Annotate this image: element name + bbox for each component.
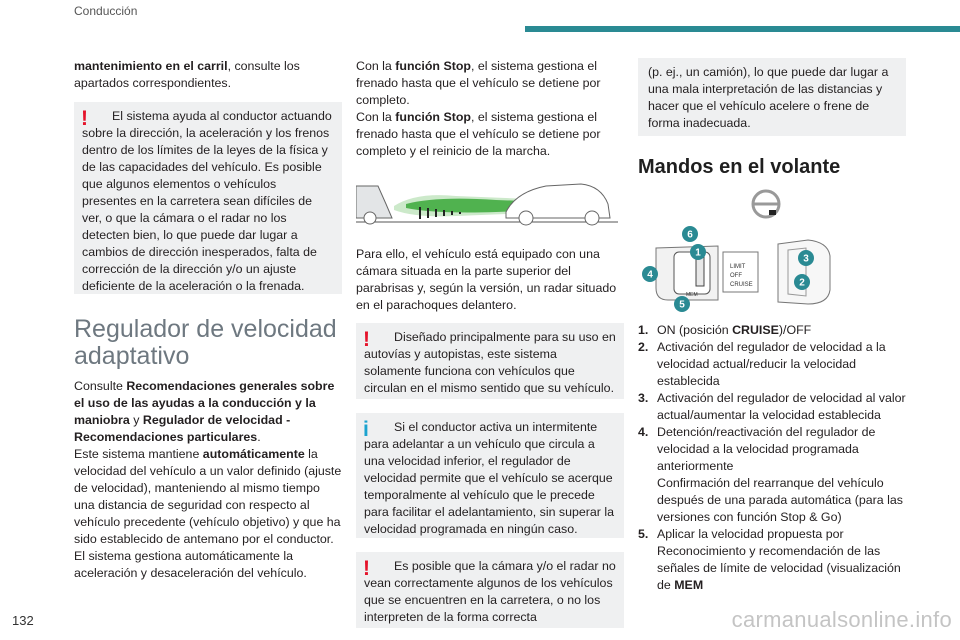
svg-text:LIMIT: LIMIT — [730, 264, 746, 270]
warning-note: ! El sistema ayuda al conductor actuando sobre la dirección, la aceleración y los frenos dentro de los límites de la leyes de la física y de las capacidades del vehículo. Es posible que algunos elementos o vehículos presentes en la carretera sean difíciles de ver, o que la cámara o el radar no los detecten bien, lo que puede dar lugar a cambios de dirección inesperados, falta de corrección de la dirección y/o un ajuste deficiente de la aceleración o la frenada. — [74, 102, 342, 294]
svg-text:5: 5 — [679, 299, 685, 311]
stop-function-paragraph-2: Con la función Stop, el sistema gestiona el frenado hasta que el vehículo se detiene por completo y el reinicio de la marcha. — [356, 110, 601, 158]
consult-paragraph: Consulte Recomendaciones generales sobre el uso de las ayudas a la conducción y la maniobra y Regulador de velocidad - Recomendaciones particulares. — [74, 379, 335, 444]
warning-icon: ! — [81, 107, 88, 130]
list-item: 3. Activación del regulador de velocidad al valor actual/aumentar la velocidad establecida — [638, 391, 906, 422]
section-heading-wrap — [74, 316, 342, 370]
info-note-overtaking: i Si el conductor activa un intermitente para adelantar a un vehículo que circula a una velocidad inferior, el regulador de velocidad permite que el vehículo se acerque temporalmente al vehículo que le precede para facilitar el adelantamiento, sin superar la velocidad programada en ningún caso. — [356, 413, 624, 538]
column-2 — [356, 58, 624, 628]
steering-controls-diagram — [638, 186, 906, 312]
distance-illustration — [356, 174, 624, 234]
list-item: Confirmación del rearranque del vehículo después de una parada automática (para las versiones con función Stop & Go) — [657, 476, 903, 524]
svg-text:6: 6 — [687, 229, 693, 241]
svg-text:4: 4 — [647, 269, 653, 281]
warning-icon: ! — [363, 328, 370, 351]
svg-text:2: 2 — [799, 277, 805, 289]
column-3 — [638, 58, 906, 594]
equipment-paragraph: Para ello, el vehículo está equipado con una cámara situada en la parte superior del parabrisas y, según la versión, un radar situado en el parachoques delantero. — [356, 247, 617, 312]
list-item: 5. Aplicar la velocidad propuesta por Reconocimiento y recomendación de las señales de límite de velocidad (visualización de MEM — [638, 527, 901, 592]
description-paragraph: Este sistema mantiene automáticamente la velocidad del vehículo a un valor definido (ajuste de velocidad), manteniendo al mismo tiempo una distancia de seguridad con respecto al vehículo precedente (vehículo objetivo) y que ha sido establecido de antemano por el conductor. El sistema gestiona automáticamente la aceleración y desaceleración del vehículo. — [74, 447, 342, 580]
header-section-title: Conducción — [74, 4, 138, 18]
stop-function-paragraph-1: Con la función Stop, el sistema gestiona el frenado hasta que el vehículo se detiene por completo. — [356, 59, 601, 107]
info-icon: i — [363, 418, 369, 441]
svg-text:MEM: MEM — [686, 292, 698, 298]
section-title: Regulador de velocidad adaptativo — [74, 315, 337, 370]
svg-text:1: 1 — [695, 247, 701, 259]
intro-paragraph: mantenimiento en el carril, consulte los apartados correspondientes. — [74, 59, 300, 90]
svg-text:CRUISE: CRUISE — [730, 282, 753, 288]
column-1 — [74, 58, 342, 582]
list-item: 1. ON (posición CRUISE)/OFF — [638, 323, 812, 337]
warning-note-detection: ! Es posible que la cámara y/o el radar no vean correctamente algunos de los vehículos que se encuentren en la carretera, o no los interpreten de la forma correcta — [356, 552, 624, 628]
svg-text:OFF: OFF — [730, 273, 742, 279]
watermark: carmanualsonline.info — [731, 607, 952, 632]
warning-note-usage: ! Diseñado principalmente para su uso en autovías y autopistas, este sistema solamente funciona con vehículos que circulan en el mismo sentido que su vehículo. — [356, 323, 624, 399]
controls-heading-wrap — [638, 156, 906, 178]
steering-wheel-icon — [753, 191, 779, 217]
steering-wheel-controls-illustration — [638, 186, 906, 312]
list-item: 4. Detención/reactivación del regulador de velocidad a la velocidad programada anteriormente — [638, 425, 876, 473]
vehicle-distance-diagram — [356, 174, 618, 234]
list-item: 2. Activación del regulador de velocidad a la velocidad actual/reducir la velocidad establecida — [638, 340, 886, 388]
warning-icon: ! — [363, 557, 370, 580]
controls-list — [638, 322, 906, 594]
svg-text:3: 3 — [803, 253, 809, 265]
page-number: 132 — [12, 613, 34, 628]
controls-title: Mandos en el volante — [638, 156, 841, 178]
header-accent-bar — [525, 26, 960, 32]
warning-continuation: (p. ej., un camión), lo que puede dar lugar a una mala interpretación de las distancias y hacer que el vehículo acelere o frene de forma inadecuada. — [638, 58, 906, 136]
